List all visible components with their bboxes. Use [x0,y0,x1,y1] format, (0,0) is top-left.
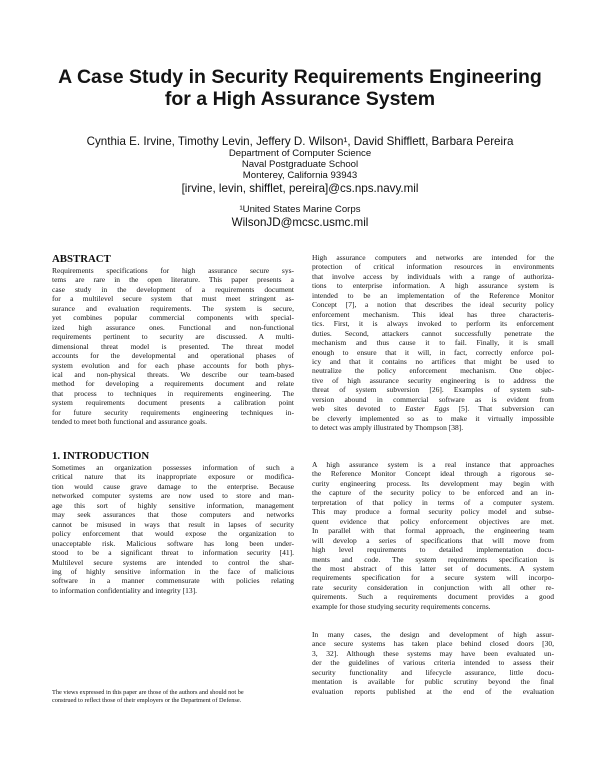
title-line-1: A Case Study in Security Requirements Engineering [58,66,542,88]
abstract-line: ized high assurance ones. Functional and non-functional [52,322,294,332]
email-secondary: WilsonJD@mcsc.usmc.mil [231,216,369,229]
abstract-line: tems are rare in the open literature. This paper presents a [52,275,294,285]
paper-title [40,66,560,110]
paragraph-line: will develop a series of specifications that will move from [312,535,554,545]
paragraph-line: High assurance computers and networks are intended for the [312,253,554,262]
abstract-line: for future security requirements engineering techniques in- [52,407,294,417]
abstract-line: accounts for the developmental and operational phases of [52,351,294,361]
paragraph-line: tive of high assurance security engineering is to address the [312,375,554,385]
paragraph-line: tics. First, it is always invoked to perform its enforcement [312,319,554,329]
paragraph-line: protection of critical information resources in environments [312,262,554,272]
paragraph-line: rate security consideration in conjunction with all other re- [312,582,554,592]
paragraph-line: mentation is available for public scrutiny beyond the final [312,677,554,687]
paragraph-line: duties. Second, attackers cannot successfully penetrate the [312,328,554,338]
introduction-line: Sometimes an organization possesses information of such a [52,463,294,472]
abstract-line: method for developing a requirements document and relate [52,379,294,389]
introduction-line: policy enforcement that would expose the organization to [52,529,294,539]
author-list: Cynthia E. Irvine, Timothy Levin, Jeffery D. Wilson¹, David Shifflett, Barbara Pereira [86,135,514,148]
paragraph-line: be cleverly implemented so as to make it virtually impossible [312,413,554,423]
paragraph-line: requirements specification for a secure system will incorpo- [312,573,554,583]
paragraph-line: web sites devoted to Easter Eggs [5]. That subversion can [312,404,554,414]
paragraph-line: curity engineering process. Its development may begin with [312,478,554,488]
abstract-heading: ABSTRACT [52,253,111,265]
abstract-line: system evolution and for each phase accounts for both phys- [52,360,294,370]
footnote-line: The views expressed in this paper are those of the authors and should not be [52,689,244,696]
paragraph-line: icy and that it contains no artifices that might be used to [312,356,554,366]
introduction-section [52,450,294,462]
abstract-line: case study in the development of a requirements document [52,284,294,294]
paragraph-line: example for those studying security requirements concerns. [312,601,491,611]
title-line-2: for a High Assurance System [164,88,436,110]
introduction-line: ing of highly sensitive information in the face of malicious [52,566,294,576]
paragraph-line: enforcement mechanism. This ideal has three characteris- [312,309,554,319]
abstract-line: ical and non-physical threats. We describe our team-based [52,369,294,379]
introduction-line: stood to be a significant threat to information security [41]. [52,548,294,558]
introduction-heading: 1. INTRODUCTION [52,450,150,462]
paragraph-line: evaluation reports published at the end of the evaluation [312,686,554,696]
footnote [52,689,302,705]
paragraph-line: terpretation of that policy in terms of a computer system. [312,497,554,507]
paragraph-line: threat of system subversion [26]. Examples of system sub- [312,385,554,395]
footnote-line: construed to reflect those of their employers or the Department of Defense. [52,697,242,704]
paragraph-line: quirements. Such a requirements document provides a good [312,592,554,602]
paragraph-line: the capture of the security policy to be enforced and an in- [312,488,554,498]
abstract-line: yet combines popular commercial components with special- [52,313,294,323]
affiliation-school: Naval Postgraduate School [241,159,359,170]
affiliation-location: Monterey, California 93943 [242,170,358,181]
introduction-line: Multilevel secure systems are intended to control the shar- [52,557,294,567]
email-primary: [irvine, levin, shifflet, pereira]@cs.nps.navy.mil [181,182,419,195]
paragraph-line: This may produce a formal security policy model and subse- [312,507,554,517]
introduction-line: unacceptable risk. Malicious software has long been under- [52,538,294,548]
abstract-line: dimensional threat model is presented. The threat model [52,341,294,351]
paragraph-line: to detect was amply illustrated by Thompson [38]. [312,423,464,433]
paragraph-line: Concept [7], a notion that describes the ideal security policy [312,300,554,310]
paragraph-line: ments and code. The system requirements specification is [312,554,554,564]
introduction-line: to information confidentiality and integrity [13]. [52,585,197,595]
introduction-line: cannot be misused in ways that result in lapses of security [52,519,294,529]
paragraph-line: high level requirements to detailed implementation docu- [312,545,554,555]
paragraph-line: neutralize the policy enforcement mechanism. One objec- [312,366,554,376]
paragraph-line: 3, 32]. Although these systems may have been evaluated un- [312,648,554,658]
paragraph-line: A high assurance system is a real instance that approaches [312,460,554,469]
abstract-line: surance and evaluation requirements. The system is secure, [52,303,294,313]
paragraph-line: ance secure systems has taken place behind closed doors [30, [312,639,554,649]
paragraph-line: that involve access by individuals with a range of authoriza- [312,271,554,281]
abstract-line: system requirements document presents a calibration point [52,398,294,408]
abstract-body [52,266,294,427]
paragraph-line: quent evidence that policy enforcement objectives are met. [312,516,554,526]
introduction-line: software in a manner commensurate with policies relating [52,576,294,586]
introduction-line: critical nature that its inappropriate exposure or modifica- [52,472,294,482]
abstract-line: that process to techniques in requirements engineering. The [52,388,294,398]
introduction-line: tion would cause grave damage to the enterprise. Because [52,481,294,491]
abstract-line: Requirements specifications for high assurance secure sys- [52,266,294,275]
introduction-line: age this sort of highly sensitive information, management [52,500,294,510]
right-paragraph-2 [312,460,554,611]
paragraph-line: version abound in commercial software as is evident from [312,394,554,404]
introduction-body [52,463,294,595]
paragraph-line: the Reference Monitor Concept ideal through a rigorous se- [312,469,554,479]
right-paragraph-1 [312,253,554,433]
right-paragraph-3 [312,630,554,696]
abstract-line: requirements pertinent to security are discussed. A multi- [52,332,294,342]
introduction-line: networked computer systems are now used to store and man- [52,491,294,501]
affiliation-marine-corps: ¹United States Marine Corps [239,204,361,215]
paragraph-line: intended to be an implementation of the Reference Monitor [312,290,554,300]
paragraph-line: In many cases, the design and development of high assur- [312,630,554,639]
paragraph-line: security functionality and lifecycle assurance, little docu- [312,667,554,677]
paragraph-line: mechanism and thus cause it to fail. Finally, it is small [312,338,554,348]
paragraph-line: In parallel with that formal approach, the engineering team [312,526,554,536]
paragraph-line: tions to enterprise information. A high assurance system is [312,281,554,291]
affiliation-department: Department of Computer Science [228,148,372,159]
paragraph-line: enough to ensure that it will, in fact, correctly enforce pol- [312,347,554,357]
abstract-line: tended to meet both functional and assurance goals. [52,417,207,427]
abstract-line: for a multilevel secure system that must meet stringent as- [52,294,294,304]
paragraph-line: the most abstract of this latter set of documents. A system [312,563,554,573]
paragraph-line: der the guidelines of various criteria intended to assess their [312,658,554,668]
abstract-section [52,253,294,265]
introduction-line: may seek assurances that those computers and networks [52,510,294,520]
